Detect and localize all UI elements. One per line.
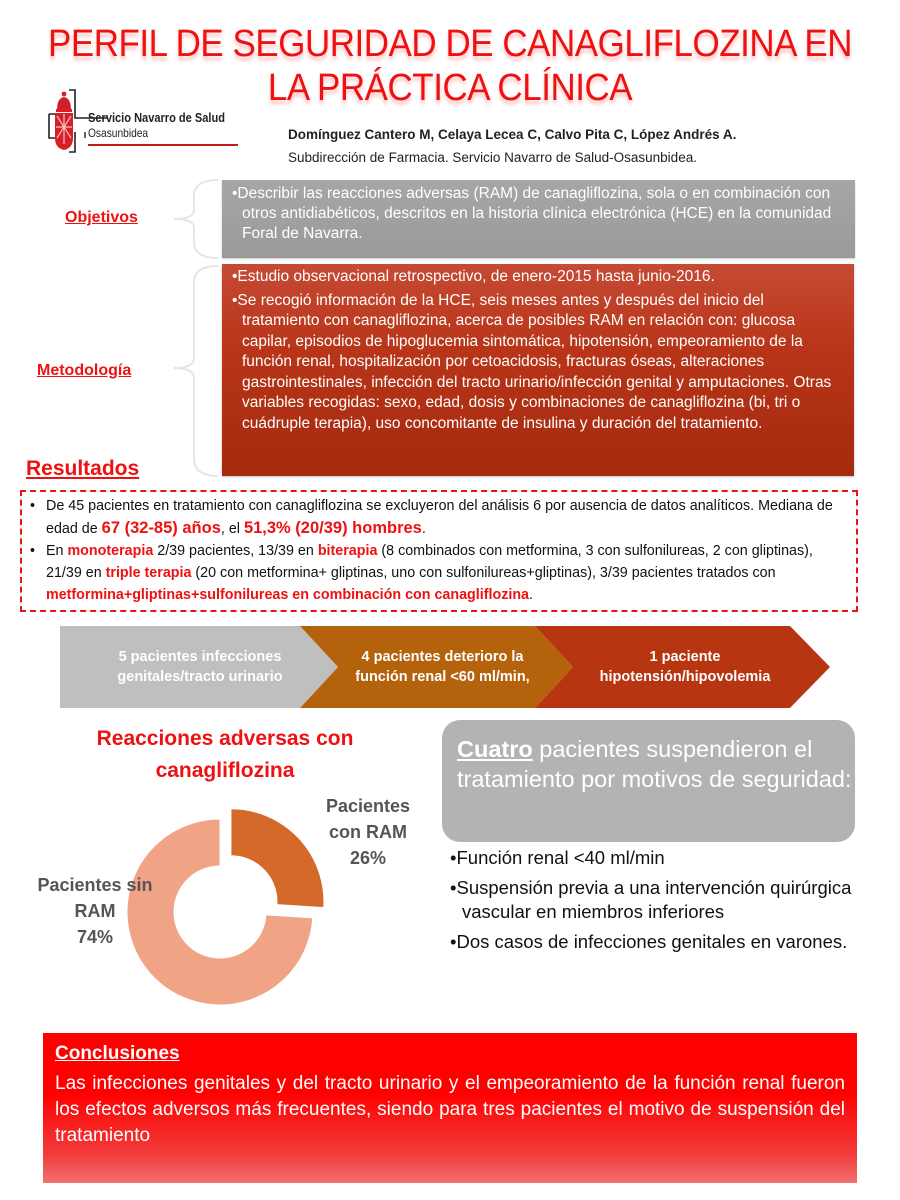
- resultados-box: [20, 490, 858, 612]
- chevron-3-text: [565, 626, 805, 708]
- snsalud-logo: [45, 88, 245, 154]
- conclusiones-label: Conclusiones: [55, 1043, 180, 1064]
- logo-name: Servicio Navarro de Salud: [88, 110, 225, 125]
- age-highlight: 67 (32-85) años: [101, 519, 221, 537]
- slice-label-line-1: Pacientes: [325, 796, 411, 816]
- suspension-reason: •Dos casos de infecciones genitales en varones.: [450, 931, 848, 952]
- adverse-events-chevrons: [60, 626, 840, 708]
- chart-title-line-2: canagliflozina: [155, 759, 295, 782]
- biterapia-highlight: biterapia: [317, 543, 378, 559]
- metodologia-box: [222, 264, 854, 476]
- triple-terapia-highlight: triple terapia: [105, 565, 192, 581]
- suspension-heading-emphasis: Cuatro: [457, 736, 533, 762]
- chevron-3-line-1: 1 paciente: [649, 649, 721, 665]
- resultados-bullet-1: [28, 495, 850, 540]
- resultados-label: Resultados: [26, 457, 140, 480]
- text: (8 combinados con metformina, 3 con sulfonilureas, 2 con gliptinas), 21/39 en: [46, 543, 813, 581]
- poster-title-line-2: LA PRÁCTICA CLÍNICA: [267, 67, 633, 109]
- conclusiones-text: Las infecciones genitales y del tracto urinario y el empeoramiento de la función renal fueron los efectos adversos más frecuentes, siendo para tres pacientes el motivo de suspensión del tratamiento: [55, 1073, 845, 1146]
- metodologia-label: Metodología: [37, 362, 132, 379]
- suspension-reason: •Función renal <40 ml/min: [450, 847, 665, 868]
- logo-subtitle: Osasunbidea: [88, 126, 149, 140]
- chevron-1-line-2: genitales/tracto urinario: [117, 669, 283, 685]
- text: De 45 pacientes en tratamiento con canagliflozina se excluyeron del análisis 6 por ausencia de datos analíticos. Mediana de edad de: [46, 498, 833, 537]
- donut-slice-1: [231, 809, 324, 908]
- suspension-reason: •Suspensión previa a una intervención quirúrgica vascular en miembros inferiores: [450, 877, 852, 922]
- text: 2/39 pacientes, 13/39 en: [153, 543, 318, 559]
- men-highlight: 51,3% (20/39) hombres: [243, 519, 422, 537]
- chevron-1-text: [80, 626, 320, 708]
- metodologia-item-2: •Se recogió información de la HCE, seis meses antes y después del inicio del tratamiento con canagliflozina, acerca de posibles RAM en relación con: glucosa capilar, episodios de hipoglucemia sintomática, hipotensión, empeoramiento de la función renal, hospitalización por cetoacidosis, fracturas óseas, alteraciones gastrointestinales, infección del tracto urinario/infección genital y amputaciones. Otras variables recogidas: sexo, edad, dosis y combinaciones de canagliflozina (bi, tri o cuádruple terapia), uso concomitante de insulina y duración del tratamiento.: [232, 291, 832, 432]
- text: .: [529, 587, 533, 603]
- conclusiones-box: [43, 1033, 857, 1183]
- objetivos-brace: [152, 176, 222, 262]
- chevron-2-line-2: función renal <60 ml/min,: [355, 669, 530, 685]
- poster-title-line-1: PERFIL DE SEGURIDAD DE CANAGLIFLOZINA EN: [48, 23, 852, 65]
- chevron-2-text: [330, 626, 555, 708]
- text: En: [46, 543, 68, 559]
- chart-title: [60, 723, 390, 787]
- text: (20 con metformina+ gliptinas, uno con sulfonilureas+gliptinas), 3/39 pacientes tratados con: [191, 565, 776, 581]
- slice-label-sin-ram: [25, 872, 165, 950]
- metodologia-item-1: •Estudio observacional retrospectivo, de enero-2015 hasta junio-2016.: [232, 268, 715, 285]
- slice-label-line-2: con RAM: [329, 822, 407, 842]
- suspension-reasons: [450, 846, 870, 960]
- chevron-2-line-1: 4 pacientes deterioro la: [361, 649, 524, 665]
- objetivos-label: Objetivos: [65, 209, 138, 226]
- text: , el: [220, 521, 244, 537]
- chevron-1-line-1: 5 pacientes infecciones: [118, 649, 282, 665]
- slice-label-line-1: Pacientes sin: [37, 875, 153, 895]
- slice-label-con-ram: [318, 793, 418, 871]
- slice-value-label: 26%: [349, 848, 387, 868]
- slice-value-label: 74%: [76, 927, 114, 947]
- suspension-heading: pacientes suspendieron el tratamiento por motivos de seguridad:: [457, 736, 852, 792]
- monoterapia-highlight: monoterapia: [67, 543, 154, 559]
- slice-label-line-2: RAM: [74, 901, 116, 921]
- objetivos-item: •Describir las reacciones adversas (RAM) de canagliflozina, sola o en combinación con otros antidiabéticos, descritos en la historia clínica electrónica (HCE) en la comunidad Foral de Navarra.: [232, 185, 832, 242]
- objetivos-box: [222, 180, 855, 258]
- chart-title-line-1: Reacciones adversas con: [96, 727, 354, 750]
- combination-highlight: metformina+gliptinas+sulfonilureas en combinación con canagliflozina: [46, 587, 530, 603]
- metodologia-brace: [152, 262, 222, 480]
- text: .: [421, 521, 426, 537]
- affiliation: Subdirección de Farmacia. Servicio Navarro de Salud-Osasunbidea.: [288, 150, 697, 165]
- chevron-3-line-2: hipotensión/hipovolemia: [599, 669, 771, 685]
- authors: Domínguez Cantero M, Celaya Lecea C, Calvo Pita C, López Andrés A.: [288, 127, 737, 142]
- resultados-bullet-2: [28, 540, 850, 606]
- suspension-box: [442, 720, 855, 842]
